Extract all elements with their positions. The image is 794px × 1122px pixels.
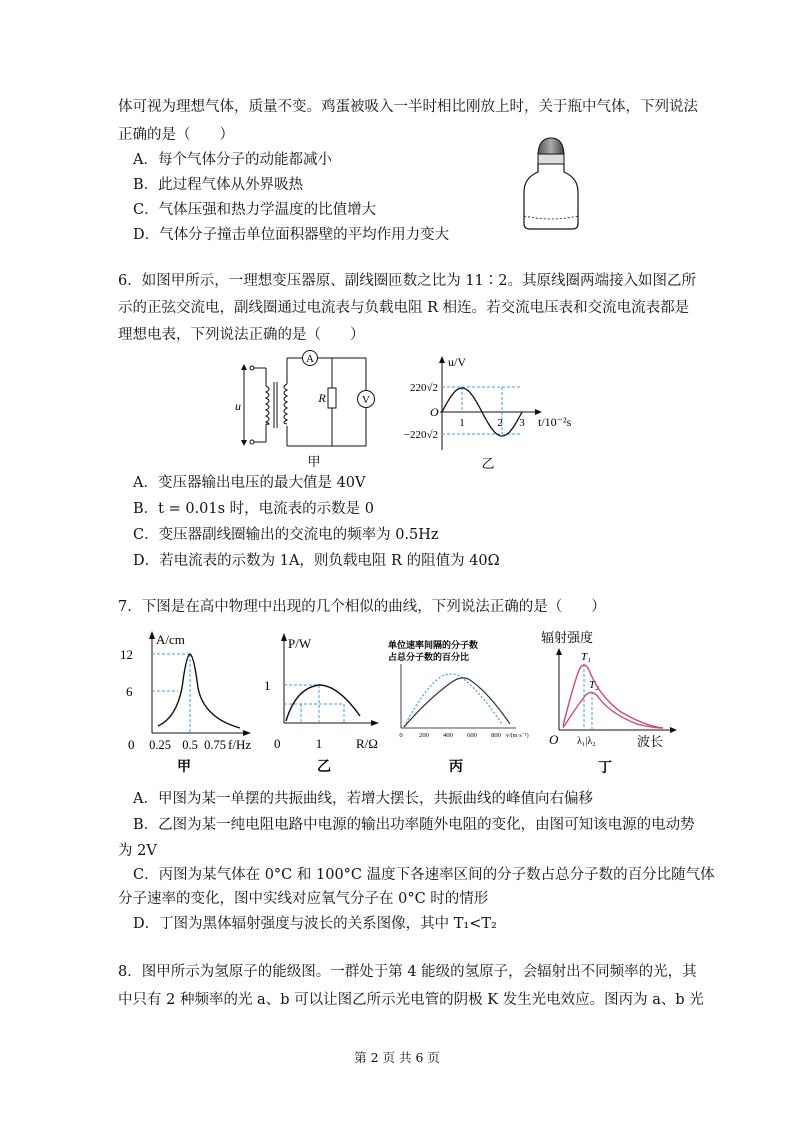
q7-bing-caption: 丙	[449, 760, 463, 775]
q7-jia-ylabel: A/cm	[156, 632, 185, 647]
q7-option-c: C．丙图为某气体在 0°C 和 100°C 温度下各速率区间的分子数占总分子数的百分比随气体	[133, 867, 715, 883]
q7-jia-xtick-05: 0.5	[182, 738, 198, 752]
q7-ding-xlabel: 波长	[637, 734, 664, 749]
q6-circuit-figure	[232, 350, 392, 472]
q7-bing-xtick-400: 400	[443, 732, 453, 739]
q6-option-a: A．变压器输出电压的最大值是 40V	[133, 475, 366, 491]
q6-stem-line3: 理想电表，下列说法正确的是（ ）	[118, 327, 365, 343]
q6-option-c: C．变压器副线圈输出的交流电的频率为 0.5Hz	[133, 527, 439, 543]
q7-yi-caption: 乙	[317, 760, 331, 775]
q6-stem-line2: 示的正弦交流电，副线圈通过电流表与负载电阻 R 相连。若交流电压表和交流电流表都是	[118, 300, 690, 316]
q7-jia-xlabel: f/Hz	[228, 737, 252, 752]
q7-ding-lambda: λ₁|λ₂	[577, 736, 596, 747]
q7-option-b: B．乙图为某一纯电阻电路中电源的输出功率随外电阻的变化，由图可知该电源的电动势	[133, 817, 695, 833]
q7-jia-xtick-025: 0.25	[149, 738, 171, 752]
q7-ding-origin: O	[549, 732, 559, 747]
q7-ding-t1: T₁	[581, 651, 591, 663]
q7-yi-xlabel: R/Ω	[356, 736, 378, 751]
q7-stem: 7．下图是在高中物理中出现的几个相似的曲线，下列说法正确的是（ ）	[118, 599, 606, 615]
q7-yi-xtick: 1	[315, 736, 323, 751]
q8-stem-line1: 8．图甲所示为氢原子的能级图。一群处于第 4 能级的氢原子，会辐射出不同频率的光，其	[118, 964, 697, 980]
q7-jia-ytick-6: 6	[126, 684, 133, 699]
q5-stem-line1: 体可视为理想气体，质量不变。鸡蛋被吸入一半时相比刚放上时，关于瓶中气体，下列说法	[118, 99, 698, 115]
q7-option-c-cont: 分子速率的变化，图中实线对应氧气分子在 0°C 时的情形	[118, 891, 489, 907]
q7-blackbody-figure	[537, 626, 687, 778]
q5-option-a: A．每个气体分子的动能都减小	[133, 152, 332, 168]
q7-option-a: A．甲图为某一单摆的共振曲线，若增大摆长，共振曲线的峰值向右偏移	[133, 791, 593, 807]
q7-ding-ylabel: 辐射强度	[541, 630, 594, 645]
q7-bing-xtick-200: 200	[419, 732, 429, 739]
q7-ding-t2: T₂	[589, 679, 599, 691]
q5-stem-line2: 正确的是（ ）	[118, 127, 234, 143]
q7-ding-caption: 丁	[598, 761, 612, 776]
q7-yi-ytick: 1	[264, 678, 271, 693]
q6-ytick-neg: −220√2	[403, 429, 438, 441]
ammeter-label: A	[306, 353, 314, 365]
q7-bing-xtick-0: 0	[399, 732, 403, 739]
q6-xtick-1: 1	[459, 417, 465, 429]
q7-power-figure	[262, 628, 392, 778]
q7-bing-xtick-600: 600	[467, 732, 477, 739]
resistor-label: R	[318, 391, 326, 405]
q7-bing-title2: 占总分子数的百分比	[388, 652, 470, 662]
q7-jia-origin: 0	[128, 737, 135, 752]
q6-stem-line1: 6．如图甲所示，一理想变压器原、副线圈匝数之比为 11∶2。其原线圈两端接入如图乙所	[118, 273, 697, 289]
q7-bing-xtick-800: 800	[491, 732, 501, 739]
q7-option-d: D．丁图为黑体辐射强度与波长的关系图像，其中 T₁<T₂	[133, 916, 497, 932]
q7-speed-distribution-figure	[384, 628, 529, 778]
q7-jia-ytick-12: 12	[120, 647, 133, 662]
page-footer: 第 2 页 共 6 页	[354, 1050, 440, 1065]
q6-sine-figure	[392, 352, 582, 472]
voltmeter-label: V	[362, 394, 370, 406]
q7-bing-title1: 单位速率间隔的分子数	[388, 640, 479, 650]
egg-bottle-figure	[518, 136, 584, 232]
q7-yi-origin: 0	[274, 736, 281, 751]
q7-yi-ylabel: P/W	[288, 636, 312, 651]
q7-option-b-cont: 为 2V	[118, 843, 157, 859]
q7-jia-caption: 甲	[177, 760, 191, 775]
q6-jia-caption: 甲	[307, 454, 321, 469]
q6-option-d: D．若电流表的示数为 1A，则负载电阻 R 的阻值为 40Ω	[133, 553, 500, 569]
q5-option-c: C．气体压强和热力学温度的比值增大	[133, 202, 377, 218]
q6-option-b: B．t = 0.01s 时，电流表的示数是 0	[133, 501, 375, 517]
q5-option-d: D．气体分子撞击单位面积器壁的平均作用力变大	[133, 227, 450, 243]
q6-ylabel: u/V	[448, 355, 466, 369]
q7-jia-xtick-075: 0.75	[204, 738, 226, 752]
voltage-u-label: u	[235, 399, 241, 413]
q7-resonance-figure	[118, 628, 268, 778]
q6-xtick-2: 2	[497, 417, 503, 429]
q5-option-b: B．此过程气体从外界吸热	[133, 177, 304, 193]
q6-ytick-pos: 220√2	[409, 382, 438, 394]
q6-xlabel: t/10⁻²s	[538, 415, 572, 429]
q8-stem-line2: 中只有 2 种频率的光 a、b 可以让图乙所示光电管的阴极 K 发生光电效应。图丙为 a、b 光	[118, 992, 704, 1008]
q6-xtick-3: 3	[519, 417, 525, 429]
q6-origin: O	[430, 405, 439, 419]
q6-yi-caption: 乙	[481, 456, 495, 471]
q7-bing-xlabel: v/(m·s⁻¹)	[506, 733, 529, 739]
